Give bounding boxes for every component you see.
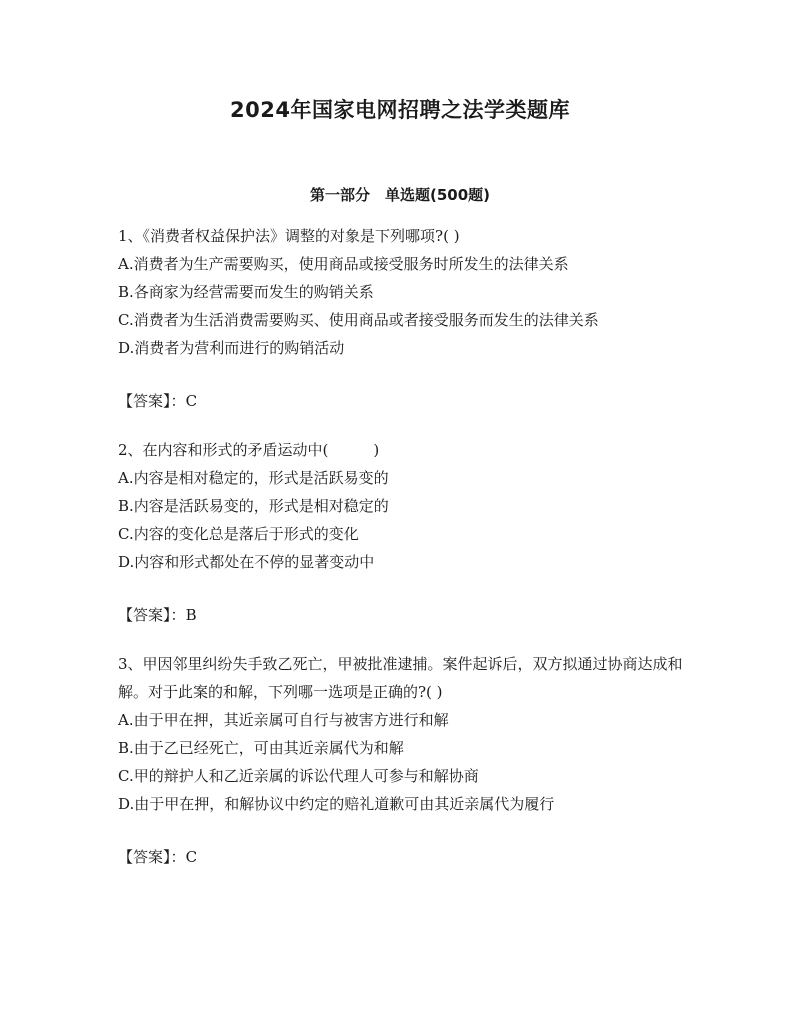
question-3 <box>118 650 688 871</box>
option-b: B.各商家为经营需要而发生的购销关系 <box>118 283 374 301</box>
option-a: A.由于甲在押，其近亲属可自行与被害方进行和解 <box>118 711 449 729</box>
answer-bracket-left: 【 <box>118 606 134 624</box>
question-list <box>118 222 688 892</box>
option-a: A.内容是相对稳定的，形式是活跃易变的 <box>118 469 389 487</box>
answer-line <box>118 843 688 871</box>
question-1 <box>118 222 688 415</box>
option-d: D.消费者为营利而进行的购销活动 <box>118 339 345 357</box>
answer-label: 答案 <box>133 848 164 866</box>
option-c: C.内容的变化总是落后于形式的变化 <box>118 525 359 543</box>
answer-colon: ： <box>170 606 186 624</box>
option-d: D.内容和形式都处在不停的显著变动中 <box>118 553 375 571</box>
answer-bracket-right: 】 <box>163 848 171 866</box>
option-c: C.甲的辩护人和乙近亲属的诉讼代理人可参与和解协商 <box>118 767 479 785</box>
answer-bracket-left: 【 <box>118 848 134 866</box>
answer-line <box>118 601 688 629</box>
answer-label: 答案 <box>133 606 164 624</box>
answer-value: B <box>185 606 197 624</box>
answer-value: C <box>185 392 198 410</box>
document-title: 2024年国家电网招聘之法学类题库 <box>230 98 570 122</box>
answer-label: 答案 <box>133 392 164 410</box>
answer-value: C <box>185 848 198 866</box>
answer-bracket-right: 】 <box>163 606 171 624</box>
option-d: D.由于甲在押，和解协议中约定的赔礼道歉可由其近亲属代为履行 <box>118 795 555 813</box>
question-stem: 3、甲因邻里纠纷失手致乙死亡，甲被批准逮捕。案件起诉后，双方拟通过协商达成和解。对于此案的和解，下列哪一选项是正确的?( ) <box>118 655 683 701</box>
option-b: B.内容是活跃易变的，形式是相对稳定的 <box>118 497 389 515</box>
question-stem: 2、在内容和形式的矛盾运动中( ) <box>118 441 380 459</box>
option-c: C.消费者为生活消费需要购买、使用商品或者接受服务而发生的法律关系 <box>118 311 599 329</box>
answer-bracket-right: 】 <box>163 392 171 410</box>
question-2 <box>118 436 688 629</box>
answer-colon: ： <box>170 392 186 410</box>
option-a: A.消费者为生产需要购买，使用商品或接受服务时所发生的法律关系 <box>118 255 569 273</box>
option-b: B.由于乙已经死亡，可由其近亲属代为和解 <box>118 739 404 757</box>
answer-line <box>118 387 688 415</box>
question-stem: 1、《消费者权益保护法》调整的对象是下列哪项?( ) <box>118 227 460 245</box>
section-title: 第一部分 单选题(500题) <box>309 186 491 204</box>
answer-colon: ： <box>170 848 186 866</box>
answer-bracket-left: 【 <box>118 392 134 410</box>
